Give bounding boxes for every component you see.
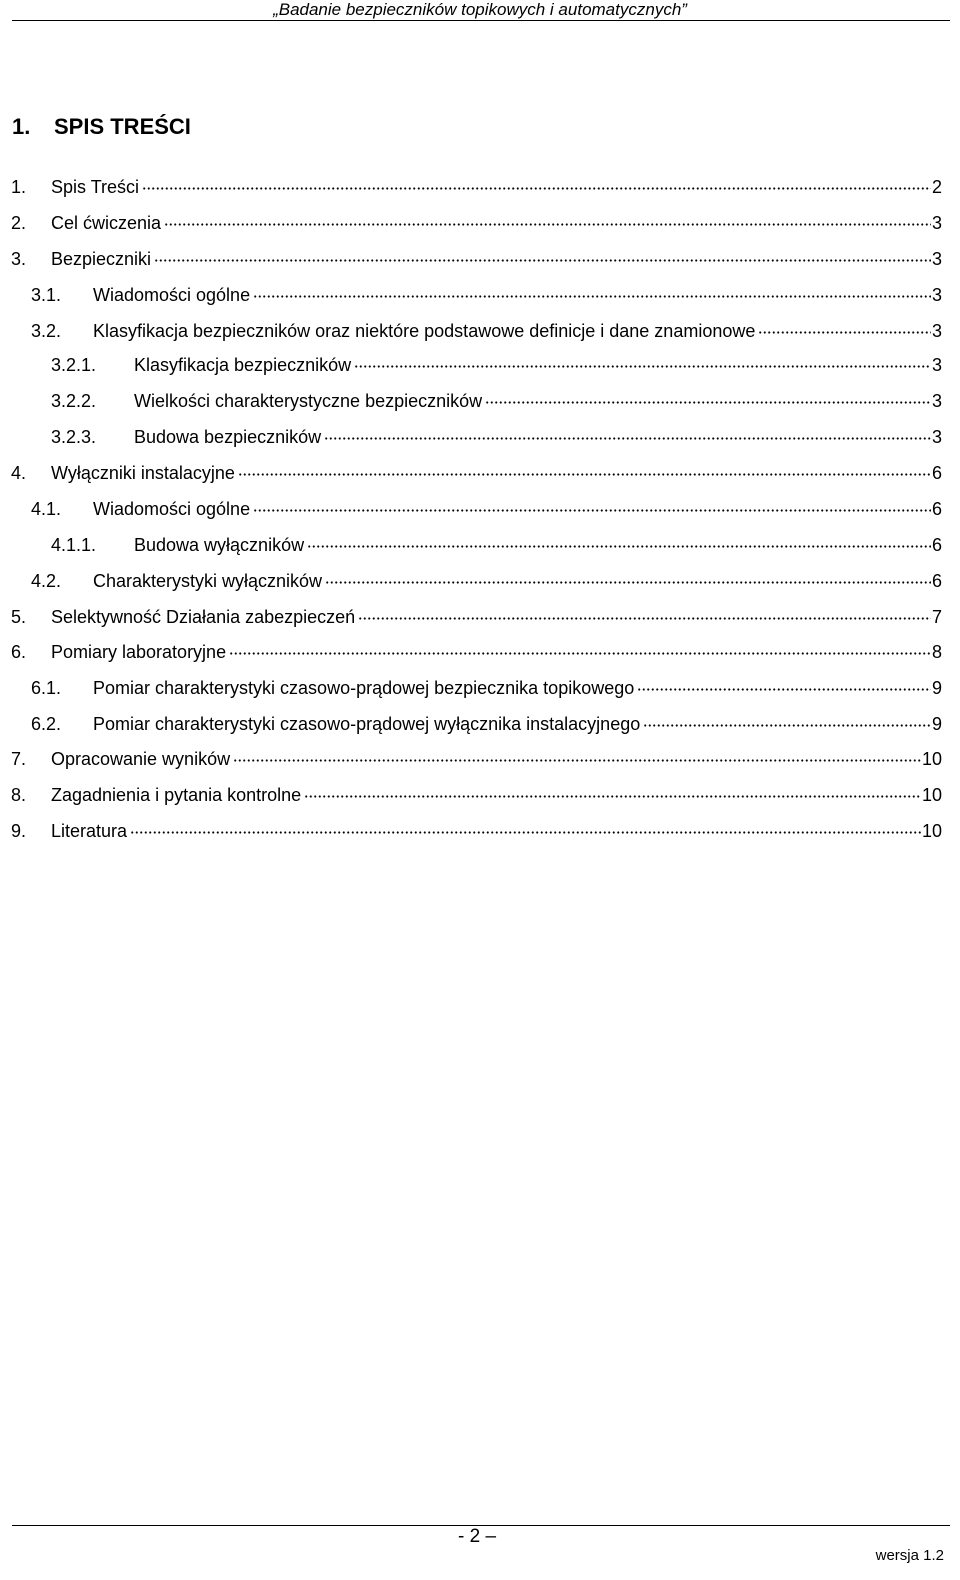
toc-entry-title: Budowa bezpieczników xyxy=(134,427,322,447)
toc-entry-number: 3.2.3. xyxy=(51,427,97,447)
toc-entry-title: Cel ćwiczenia xyxy=(51,213,162,233)
toc-entry[interactable] xyxy=(31,491,942,519)
toc-entry-number: 3.1. xyxy=(31,285,62,305)
toc-entry[interactable] xyxy=(11,455,942,483)
toc-heading-title: SPIS TREŚCI xyxy=(54,114,191,139)
toc-dot-leader xyxy=(353,347,931,371)
toc-entry-page: 8 xyxy=(931,642,942,662)
toc-entry-page: 3 xyxy=(931,213,942,233)
toc-dot-leader xyxy=(642,706,931,730)
toc-entry[interactable] xyxy=(11,813,942,841)
toc-entry-title: Wiadomości ogólne xyxy=(93,499,251,519)
toc-entry-number: 3.2.2. xyxy=(51,391,97,411)
toc-entry-title: Charakterystyki wyłączników xyxy=(93,571,323,591)
toc-entry[interactable] xyxy=(51,419,942,447)
toc-entry-number: 4.2. xyxy=(31,571,62,591)
page-number: - 2 – xyxy=(458,1526,497,1547)
toc-entry-title: Klasyfikacja bezpieczników xyxy=(134,355,352,375)
toc-dot-leader xyxy=(484,383,931,407)
toc-entry-page: 3 xyxy=(931,355,942,375)
toc-entry-page: 6 xyxy=(931,571,942,591)
toc-entry-number: 4.1.1. xyxy=(51,535,97,555)
toc-entry-page: 3 xyxy=(931,321,942,341)
toc-dot-leader xyxy=(757,313,931,337)
toc-dot-leader xyxy=(228,634,931,658)
toc-heading-number: 1. xyxy=(12,114,31,139)
toc-entry-number: 4. xyxy=(11,463,27,483)
toc-entry-number: 9. xyxy=(11,821,27,841)
toc-entry[interactable] xyxy=(11,169,942,197)
toc-dot-leader xyxy=(163,205,931,229)
toc-entry[interactable] xyxy=(31,313,942,341)
toc-entry-page: 2 xyxy=(931,177,942,197)
toc-entry-title: Opracowanie wyników xyxy=(51,749,231,769)
toc-dot-leader xyxy=(323,419,931,443)
toc-entry-page: 3 xyxy=(931,427,942,447)
toc-entry[interactable] xyxy=(31,670,942,698)
toc-entry-number: 3.2.1. xyxy=(51,355,97,375)
toc-entry-title: Wiadomości ogólne xyxy=(93,285,251,305)
toc-entry-title: Wyłączniki instalacyjne xyxy=(51,463,235,483)
toc-entry[interactable] xyxy=(31,277,942,305)
toc-heading xyxy=(12,112,191,142)
version-label: wersja 1.2 xyxy=(875,1547,944,1564)
toc-entry[interactable] xyxy=(11,599,942,627)
toc-dot-leader xyxy=(252,491,931,515)
toc-dot-leader xyxy=(232,741,921,765)
toc-entry-title: Klasyfikacja bezpieczników oraz niektóre podstawowe definicje i dane znamionowe xyxy=(93,321,756,341)
toc-entry-title: Spis Treści xyxy=(51,177,140,197)
toc-entry-number: 4.1. xyxy=(31,499,62,519)
toc-entry-title: Zagadnienia i pytania kontrolne xyxy=(51,785,302,805)
toc-entry-title: Budowa wyłączników xyxy=(134,535,305,555)
toc-entry-number: 2. xyxy=(11,213,27,233)
running-header-title: „Badanie bezpieczników topikowych i automatycznych” xyxy=(273,0,687,19)
toc-entry-page: 6 xyxy=(931,535,942,555)
toc-entry-page: 9 xyxy=(931,714,942,734)
toc-entry-number: 6.1. xyxy=(31,678,62,698)
toc-entry-title: Pomiar charakterystyki czasowo-prądowej wyłącznika instalacyjnego xyxy=(93,714,641,734)
toc-entry[interactable] xyxy=(31,563,942,591)
toc-entry-title: Pomiary laboratoryjne xyxy=(51,642,227,662)
toc-entry[interactable] xyxy=(11,777,942,805)
toc-entry[interactable] xyxy=(51,347,942,375)
toc-dot-leader xyxy=(141,169,931,193)
toc-entry-number: 3. xyxy=(11,249,27,269)
toc-entry-page: 7 xyxy=(931,607,942,627)
toc-entry-number: 6. xyxy=(11,642,27,662)
toc-dot-leader xyxy=(324,563,931,587)
toc-entry-page: 10 xyxy=(921,749,942,769)
toc-entry-page: 10 xyxy=(921,821,942,841)
toc-entry-page: 3 xyxy=(931,249,942,269)
toc-dot-leader xyxy=(303,777,921,801)
toc-entry-page: 6 xyxy=(931,463,942,483)
toc-dot-leader xyxy=(252,277,931,301)
toc-entry[interactable] xyxy=(11,205,942,233)
toc-entry-number: 7. xyxy=(11,749,27,769)
toc-entry-number: 8. xyxy=(11,785,27,805)
toc-entry[interactable] xyxy=(31,706,942,734)
toc-entry[interactable] xyxy=(11,741,942,769)
toc-entry[interactable] xyxy=(11,634,942,662)
toc-entry-page: 9 xyxy=(931,678,942,698)
toc-entry-page: 6 xyxy=(931,499,942,519)
toc-entry-page: 10 xyxy=(921,785,942,805)
header-divider xyxy=(12,20,950,21)
toc-entry-title: Bezpieczniki xyxy=(51,249,152,269)
toc-entry-number: 1. xyxy=(11,177,27,197)
toc-entry-number: 6.2. xyxy=(31,714,62,734)
toc-entry-title: Literatura xyxy=(51,821,128,841)
toc-dot-leader xyxy=(306,527,931,551)
toc-entry-page: 3 xyxy=(931,285,942,305)
toc-dot-leader xyxy=(636,670,931,694)
toc-entry[interactable] xyxy=(51,527,942,555)
toc-entry[interactable] xyxy=(11,241,942,269)
toc-entry-title: Selektywność Działania zabezpieczeń xyxy=(51,607,356,627)
toc-entry-number: 5. xyxy=(11,607,27,627)
toc-entry-title: Wielkości charakterystyczne bezpieczników xyxy=(134,391,483,411)
toc-dot-leader xyxy=(153,241,931,265)
toc-dot-leader xyxy=(237,455,931,479)
toc-entry-page: 3 xyxy=(931,391,942,411)
toc-entry-title: Pomiar charakterystyki czasowo-prądowej bezpiecznika topikowego xyxy=(93,678,635,698)
toc-entry[interactable] xyxy=(51,383,942,411)
toc-dot-leader xyxy=(357,599,931,623)
toc-dot-leader xyxy=(129,813,921,837)
toc-entry-number: 3.2. xyxy=(31,321,62,341)
